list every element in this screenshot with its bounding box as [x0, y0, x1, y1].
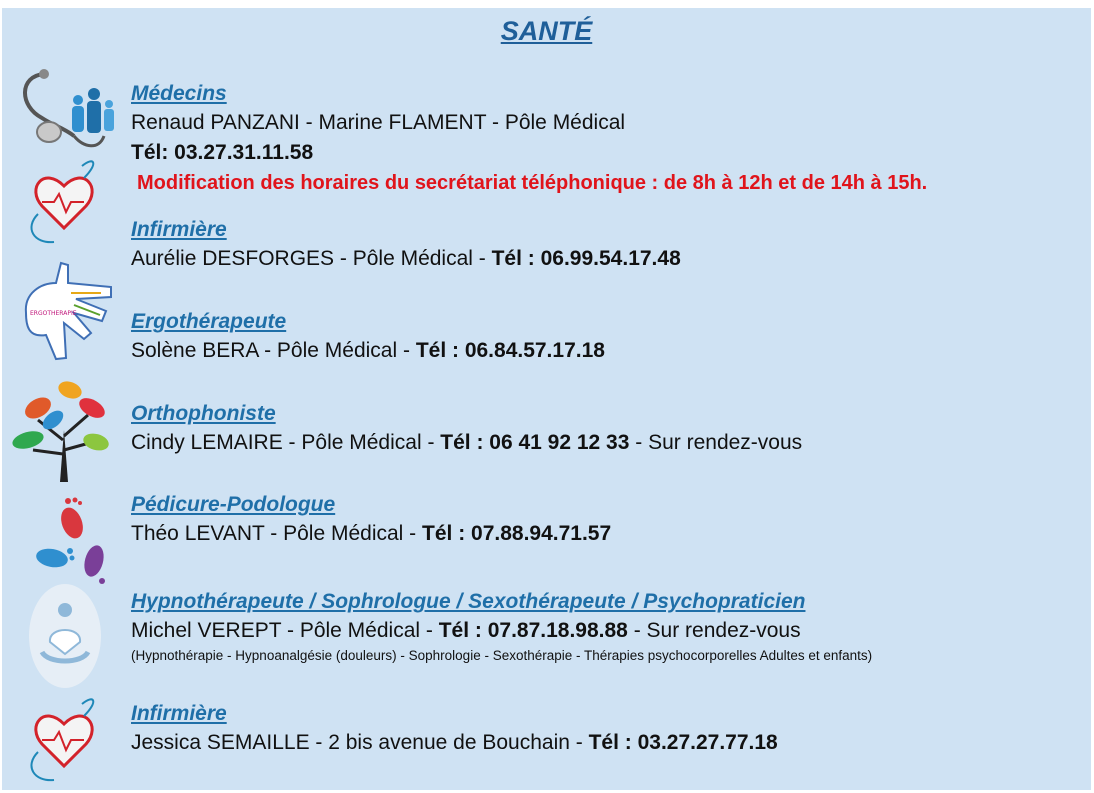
phone-number: Tél : 07.87.18.98.88: [438, 619, 628, 642]
contact-info: Solène BERA - Pôle Médical -: [131, 339, 416, 362]
section-ergotherapist: [131, 308, 605, 366]
section-podiatrist: [131, 491, 611, 549]
contact-info: Jessica SEMAILLE - 2 bis avenue de Bouchain -: [131, 731, 589, 754]
heart-stethoscope-icon: [24, 696, 104, 786]
phone-number: Tél : 06.84.57.17.18: [415, 339, 605, 362]
phone-number: Tél: 03.27.31.11.58: [131, 141, 314, 164]
section-speech-therapist: [131, 400, 802, 458]
footprints-icon: [22, 493, 112, 588]
tree-icon: [8, 370, 114, 484]
category-title: Pédicure-Podologue: [131, 493, 336, 516]
section-doctors: [131, 80, 927, 198]
category-title: Ergothérapeute: [131, 310, 287, 333]
meditation-icon: [28, 582, 103, 690]
hand-icon: [16, 253, 116, 373]
section-nurse: [131, 216, 681, 274]
category-title: Médecins: [131, 82, 227, 105]
section-nurse-2: [131, 700, 778, 758]
category-title: Infirmière: [131, 218, 227, 241]
page-title: SANTÉ: [500, 16, 593, 46]
contact-names: Renaud PANZANI - Marine FLAMENT - Pôle Médical: [131, 111, 626, 134]
contact-info: Michel VEREPT - Pôle Médical -: [131, 619, 439, 642]
contact-info: Cindy LEMAIRE - Pôle Médical -: [131, 431, 441, 454]
notice-text: Modification des horaires du secrétariat téléphonique : de 8h à 12h et de 14h à 15h.: [137, 172, 928, 194]
phone-number: Tél : 03.27.27.77.18: [588, 731, 778, 754]
health-panel: [2, 8, 1091, 790]
section-hypnotherapist: [131, 588, 872, 666]
category-title: Orthophoniste: [131, 402, 276, 425]
phone-number: Tél : 06 41 92 12 33: [440, 431, 630, 454]
heart-stethoscope-icon: [24, 158, 104, 248]
category-title: Hypnothérapeute / Sophrologue / Sexothérapeute / Psychopraticien: [131, 590, 806, 613]
phone-number: Tél : 07.88.94.71.57: [422, 522, 612, 545]
contact-info: Théo LEVANT - Pôle Médical -: [131, 522, 423, 545]
contact-info: Aurélie DESFORGES - Pôle Médical -: [131, 247, 492, 270]
phone-number: Tél : 06.99.54.17.48: [491, 247, 681, 270]
category-title: Infirmière: [131, 702, 227, 725]
appointment-note: - Sur rendez-vous: [629, 431, 803, 454]
svg-text:ERGOTHERAPIE: ERGOTHERAPIE: [30, 310, 77, 317]
appointment-note: - Sur rendez-vous: [627, 619, 801, 642]
specialties-details: (Hypnothérapie - Hypnoanalgésie (douleurs) - Sophrologie - Sexothérapie - Thérapies psychocorporelles Adultes et enfants): [131, 648, 873, 663]
stethoscope-family-icon: [14, 66, 119, 158]
